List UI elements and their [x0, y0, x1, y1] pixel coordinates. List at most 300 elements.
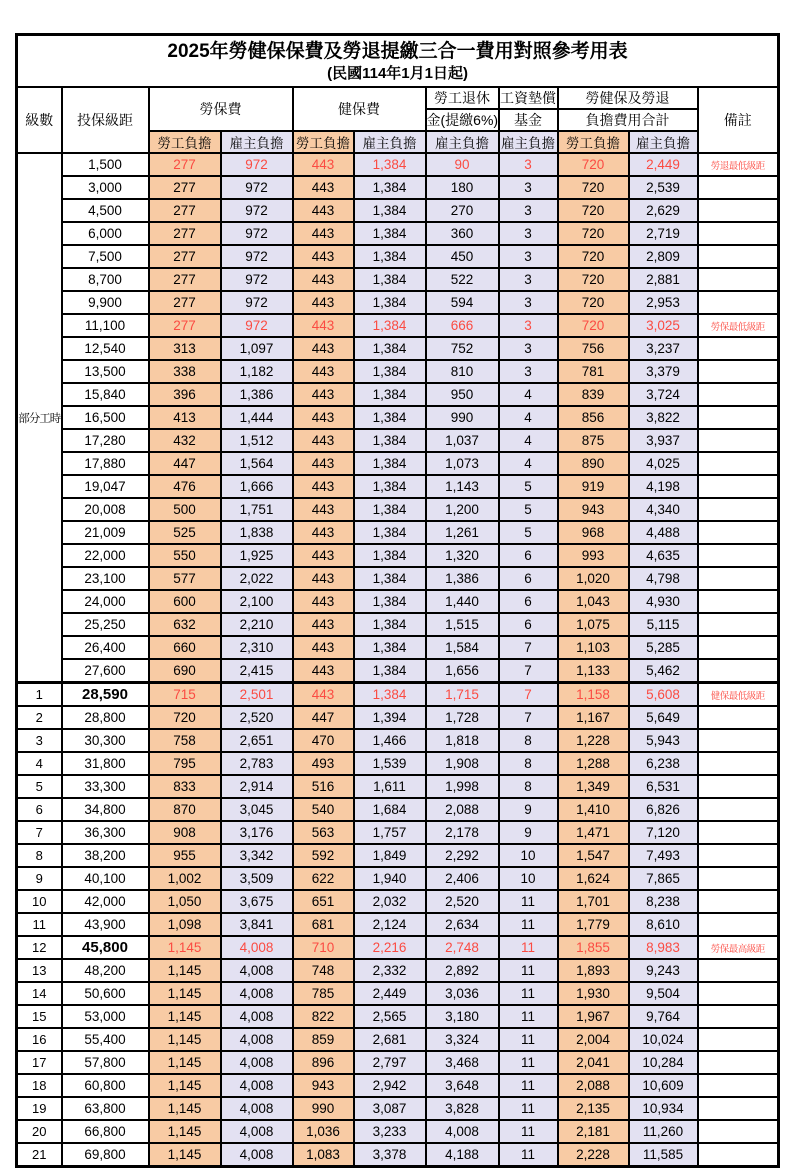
col-header-bracket: 投保級距 [62, 87, 149, 153]
level-cell: 19 [17, 1097, 62, 1120]
labor-worker-cell: 525 [149, 521, 221, 544]
pension-employer-cell: 2,292 [426, 844, 499, 867]
wage-fund-employer-cell: 3 [499, 268, 558, 291]
total-worker-cell: 1,288 [558, 752, 629, 775]
health-worker-cell: 622 [293, 867, 354, 890]
health-worker-cell: 443 [293, 521, 354, 544]
total-worker-cell: 1,779 [558, 913, 629, 936]
bracket-cell: 17,880 [62, 452, 149, 475]
pension-employer-cell: 450 [426, 245, 499, 268]
health-worker-cell: 443 [293, 683, 354, 707]
health-employer-cell: 1,384 [354, 268, 426, 291]
total-worker-cell: 720 [558, 245, 629, 268]
note-cell [698, 291, 779, 314]
health-employer-cell: 3,378 [354, 1143, 426, 1167]
labor-employer-cell: 972 [221, 199, 293, 222]
total-worker-cell: 1,930 [558, 982, 629, 1005]
pension-employer-cell: 2,634 [426, 913, 499, 936]
labor-worker-cell: 870 [149, 798, 221, 821]
part-time-cell: 部分工時 [17, 153, 62, 683]
labor-worker-cell: 1,145 [149, 1005, 221, 1028]
wage-fund-employer-cell: 4 [499, 406, 558, 429]
health-worker-cell: 822 [293, 1005, 354, 1028]
labor-worker-cell: 690 [149, 659, 221, 683]
wage-fund-employer-cell: 3 [499, 153, 558, 176]
bracket-cell: 36,300 [62, 821, 149, 844]
health-employer-cell: 3,233 [354, 1120, 426, 1143]
level-cell: 4 [17, 752, 62, 775]
labor-worker-cell: 1,145 [149, 1143, 221, 1167]
labor-employer-cell: 1,838 [221, 521, 293, 544]
pension-employer-cell: 522 [426, 268, 499, 291]
table-row [17, 1005, 779, 1028]
health-worker-cell: 443 [293, 383, 354, 406]
bracket-cell: 19,047 [62, 475, 149, 498]
subheader-health-employer: 雇主負擔 [354, 131, 426, 153]
health-employer-cell: 1,394 [354, 706, 426, 729]
pension-employer-cell: 1,656 [426, 659, 499, 683]
labor-worker-cell: 277 [149, 291, 221, 314]
labor-employer-cell: 3,342 [221, 844, 293, 867]
bracket-cell: 26,400 [62, 636, 149, 659]
table-row [17, 729, 779, 752]
total-employer-cell: 7,865 [629, 867, 698, 890]
total-employer-cell: 3,237 [629, 337, 698, 360]
wage-fund-employer-cell: 11 [499, 1143, 558, 1167]
health-worker-cell: 1,036 [293, 1120, 354, 1143]
labor-employer-cell: 972 [221, 153, 293, 176]
total-worker-cell: 2,135 [558, 1097, 629, 1120]
wage-fund-employer-cell: 6 [499, 567, 558, 590]
wage-fund-employer-cell: 3 [499, 245, 558, 268]
total-worker-cell: 720 [558, 153, 629, 176]
health-employer-cell: 2,565 [354, 1005, 426, 1028]
labor-employer-cell: 1,182 [221, 360, 293, 383]
total-worker-cell: 2,228 [558, 1143, 629, 1167]
health-worker-cell: 443 [293, 337, 354, 360]
level-cell: 11 [17, 913, 62, 936]
note-cell [698, 959, 779, 982]
total-employer-cell: 3,724 [629, 383, 698, 406]
labor-employer-cell: 2,415 [221, 659, 293, 683]
wage-fund-employer-cell: 4 [499, 452, 558, 475]
col-header-labor-insurance: 勞保費 [149, 87, 293, 131]
labor-worker-cell: 955 [149, 844, 221, 867]
total-worker-cell: 875 [558, 429, 629, 452]
total-employer-cell: 8,610 [629, 913, 698, 936]
health-worker-cell: 443 [293, 199, 354, 222]
bracket-cell: 16,500 [62, 406, 149, 429]
health-employer-cell: 2,449 [354, 982, 426, 1005]
total-worker-cell: 1,349 [558, 775, 629, 798]
table-row [17, 959, 779, 982]
health-worker-cell: 563 [293, 821, 354, 844]
subheader-pension-employer: 雇主負擔 [426, 131, 499, 153]
wage-fund-employer-cell: 11 [499, 1097, 558, 1120]
total-worker-cell: 720 [558, 291, 629, 314]
bracket-cell: 12,540 [62, 337, 149, 360]
premium-table [15, 33, 780, 1168]
note-cell [698, 844, 779, 867]
total-employer-cell: 4,635 [629, 544, 698, 567]
labor-worker-cell: 1,145 [149, 1028, 221, 1051]
pension-employer-cell: 1,584 [426, 636, 499, 659]
total-employer-cell: 9,243 [629, 959, 698, 982]
note-cell [698, 406, 779, 429]
health-worker-cell: 443 [293, 659, 354, 683]
total-employer-cell: 11,585 [629, 1143, 698, 1167]
labor-worker-cell: 550 [149, 544, 221, 567]
bracket-cell: 3,000 [62, 176, 149, 199]
table-row [17, 291, 779, 314]
pension-employer-cell: 1,715 [426, 683, 499, 707]
health-worker-cell: 443 [293, 176, 354, 199]
total-worker-cell: 943 [558, 498, 629, 521]
table-row [17, 406, 779, 429]
note-cell: 勞保最高級距 [698, 936, 779, 959]
table-row [17, 383, 779, 406]
labor-worker-cell: 1,145 [149, 959, 221, 982]
labor-worker-cell: 1,145 [149, 982, 221, 1005]
level-cell: 1 [17, 683, 62, 707]
note-cell [698, 199, 779, 222]
pension-employer-cell: 2,520 [426, 890, 499, 913]
table-row [17, 867, 779, 890]
total-worker-cell: 856 [558, 406, 629, 429]
total-employer-cell: 9,504 [629, 982, 698, 1005]
labor-worker-cell: 720 [149, 706, 221, 729]
col-header-total-line1: 勞健保及勞退 [558, 87, 698, 109]
labor-employer-cell: 4,008 [221, 1120, 293, 1143]
labor-employer-cell: 1,564 [221, 452, 293, 475]
health-worker-cell: 447 [293, 706, 354, 729]
health-employer-cell: 1,384 [354, 314, 426, 337]
total-worker-cell: 720 [558, 314, 629, 337]
bracket-cell: 11,100 [62, 314, 149, 337]
table-row [17, 199, 779, 222]
pension-employer-cell: 1,386 [426, 567, 499, 590]
labor-employer-cell: 2,501 [221, 683, 293, 707]
table-row [17, 775, 779, 798]
labor-worker-cell: 313 [149, 337, 221, 360]
health-worker-cell: 443 [293, 245, 354, 268]
pension-employer-cell: 1,320 [426, 544, 499, 567]
health-worker-cell: 592 [293, 844, 354, 867]
labor-worker-cell: 277 [149, 245, 221, 268]
health-worker-cell: 443 [293, 406, 354, 429]
total-employer-cell: 10,609 [629, 1074, 698, 1097]
bracket-cell: 24,000 [62, 590, 149, 613]
pension-employer-cell: 1,200 [426, 498, 499, 521]
wage-fund-employer-cell: 3 [499, 176, 558, 199]
health-worker-cell: 443 [293, 544, 354, 567]
pension-employer-cell: 752 [426, 337, 499, 360]
col-header-wage-fund-line1: 工資墊償 [499, 87, 558, 109]
bracket-cell: 69,800 [62, 1143, 149, 1167]
note-cell [698, 521, 779, 544]
level-cell: 21 [17, 1143, 62, 1167]
labor-worker-cell: 758 [149, 729, 221, 752]
total-employer-cell: 7,120 [629, 821, 698, 844]
total-employer-cell: 5,608 [629, 683, 698, 707]
wage-fund-employer-cell: 11 [499, 1120, 558, 1143]
table-row [17, 821, 779, 844]
table-row [17, 613, 779, 636]
table-row [17, 590, 779, 613]
labor-employer-cell: 1,097 [221, 337, 293, 360]
health-employer-cell: 1,539 [354, 752, 426, 775]
health-employer-cell: 1,466 [354, 729, 426, 752]
subheader-wage-fund-employer: 雇主負擔 [499, 131, 558, 153]
level-cell: 12 [17, 936, 62, 959]
level-cell: 18 [17, 1074, 62, 1097]
level-cell: 10 [17, 890, 62, 913]
total-employer-cell: 4,488 [629, 521, 698, 544]
wage-fund-employer-cell: 7 [499, 706, 558, 729]
page-title: 2025年勞健保保費及勞退提繳三合一費用對照參考用表 [167, 41, 628, 63]
total-employer-cell: 2,953 [629, 291, 698, 314]
note-cell: 健保最低級距 [698, 683, 779, 707]
pension-employer-cell: 666 [426, 314, 499, 337]
wage-fund-employer-cell: 3 [499, 199, 558, 222]
total-employer-cell: 4,340 [629, 498, 698, 521]
pension-employer-cell: 180 [426, 176, 499, 199]
total-employer-cell: 6,238 [629, 752, 698, 775]
table-row [17, 452, 779, 475]
table-row [17, 222, 779, 245]
labor-employer-cell: 1,751 [221, 498, 293, 521]
note-cell [698, 1005, 779, 1028]
health-worker-cell: 896 [293, 1051, 354, 1074]
health-employer-cell: 1,384 [354, 613, 426, 636]
labor-employer-cell: 4,008 [221, 1005, 293, 1028]
health-worker-cell: 443 [293, 590, 354, 613]
total-worker-cell: 1,228 [558, 729, 629, 752]
health-worker-cell: 443 [293, 268, 354, 291]
labor-worker-cell: 1,098 [149, 913, 221, 936]
bracket-cell: 28,800 [62, 706, 149, 729]
table-row [17, 268, 779, 291]
labor-worker-cell: 277 [149, 222, 221, 245]
wage-fund-employer-cell: 4 [499, 429, 558, 452]
labor-worker-cell: 577 [149, 567, 221, 590]
total-employer-cell: 5,462 [629, 659, 698, 683]
pension-employer-cell: 3,648 [426, 1074, 499, 1097]
title-block [17, 35, 779, 88]
wage-fund-employer-cell: 7 [499, 683, 558, 707]
total-worker-cell: 1,020 [558, 567, 629, 590]
labor-worker-cell: 1,145 [149, 1051, 221, 1074]
health-employer-cell: 1,384 [354, 360, 426, 383]
total-worker-cell: 1,701 [558, 890, 629, 913]
total-worker-cell: 890 [558, 452, 629, 475]
health-employer-cell: 1,384 [354, 544, 426, 567]
labor-employer-cell: 3,675 [221, 890, 293, 913]
subheader-total-worker: 勞工負擔 [558, 131, 629, 153]
health-worker-cell: 540 [293, 798, 354, 821]
total-employer-cell: 3,937 [629, 429, 698, 452]
labor-worker-cell: 1,145 [149, 1097, 221, 1120]
note-cell [698, 821, 779, 844]
health-worker-cell: 990 [293, 1097, 354, 1120]
health-employer-cell: 1,849 [354, 844, 426, 867]
labor-employer-cell: 2,651 [221, 729, 293, 752]
labor-employer-cell: 2,100 [221, 590, 293, 613]
note-cell [698, 1120, 779, 1143]
labor-employer-cell: 972 [221, 245, 293, 268]
col-header-pension-line2: 金(提繳6%) [426, 109, 499, 131]
total-worker-cell: 720 [558, 199, 629, 222]
bracket-cell: 27,600 [62, 659, 149, 683]
total-worker-cell: 919 [558, 475, 629, 498]
total-employer-cell: 5,649 [629, 706, 698, 729]
subheader-health-worker: 勞工負擔 [293, 131, 354, 153]
total-employer-cell: 7,493 [629, 844, 698, 867]
pension-employer-cell: 2,892 [426, 959, 499, 982]
note-cell [698, 337, 779, 360]
health-worker-cell: 443 [293, 222, 354, 245]
note-cell [698, 383, 779, 406]
health-worker-cell: 443 [293, 314, 354, 337]
total-worker-cell: 781 [558, 360, 629, 383]
bracket-cell: 38,200 [62, 844, 149, 867]
bracket-cell: 48,200 [62, 959, 149, 982]
labor-employer-cell: 2,783 [221, 752, 293, 775]
table-row [17, 706, 779, 729]
labor-employer-cell: 2,210 [221, 613, 293, 636]
pension-employer-cell: 4,188 [426, 1143, 499, 1167]
note-cell [698, 890, 779, 913]
wage-fund-employer-cell: 7 [499, 659, 558, 683]
level-cell: 16 [17, 1028, 62, 1051]
total-employer-cell: 6,531 [629, 775, 698, 798]
note-cell [698, 613, 779, 636]
labor-worker-cell: 600 [149, 590, 221, 613]
labor-worker-cell: 432 [149, 429, 221, 452]
wage-fund-employer-cell: 11 [499, 936, 558, 959]
level-cell: 15 [17, 1005, 62, 1028]
col-header-level: 級數 [17, 87, 62, 153]
total-worker-cell: 1,043 [558, 590, 629, 613]
total-employer-cell: 10,284 [629, 1051, 698, 1074]
note-cell [698, 1097, 779, 1120]
note-cell [698, 752, 779, 775]
bracket-cell: 25,250 [62, 613, 149, 636]
bracket-cell: 45,800 [62, 936, 149, 959]
health-employer-cell: 1,384 [354, 406, 426, 429]
labor-worker-cell: 1,145 [149, 1074, 221, 1097]
table-row [17, 982, 779, 1005]
bracket-cell: 33,300 [62, 775, 149, 798]
wage-fund-employer-cell: 10 [499, 844, 558, 867]
labor-worker-cell: 277 [149, 176, 221, 199]
total-worker-cell: 1,103 [558, 636, 629, 659]
total-employer-cell: 10,934 [629, 1097, 698, 1120]
note-cell [698, 636, 779, 659]
bracket-cell: 1,500 [62, 153, 149, 176]
health-employer-cell: 1,384 [354, 153, 426, 176]
bracket-cell: 21,009 [62, 521, 149, 544]
wage-fund-employer-cell: 11 [499, 1051, 558, 1074]
wage-fund-employer-cell: 5 [499, 498, 558, 521]
table-row [17, 429, 779, 452]
wage-fund-employer-cell: 11 [499, 890, 558, 913]
level-cell: 8 [17, 844, 62, 867]
labor-employer-cell: 1,386 [221, 383, 293, 406]
health-employer-cell: 1,384 [354, 590, 426, 613]
table-row [17, 521, 779, 544]
wage-fund-employer-cell: 7 [499, 636, 558, 659]
pension-employer-cell: 4,008 [426, 1120, 499, 1143]
labor-worker-cell: 447 [149, 452, 221, 475]
table-row [17, 567, 779, 590]
level-cell: 6 [17, 798, 62, 821]
health-employer-cell: 2,681 [354, 1028, 426, 1051]
note-cell [698, 867, 779, 890]
level-cell: 17 [17, 1051, 62, 1074]
labor-worker-cell: 338 [149, 360, 221, 383]
health-employer-cell: 1,384 [354, 337, 426, 360]
subheader-labor-employer: 雇主負擔 [221, 131, 293, 153]
health-employer-cell: 1,384 [354, 245, 426, 268]
table-row [17, 475, 779, 498]
note-cell [698, 775, 779, 798]
pension-employer-cell: 3,468 [426, 1051, 499, 1074]
health-worker-cell: 443 [293, 153, 354, 176]
table-row [17, 544, 779, 567]
table-row [17, 1120, 779, 1143]
col-header-wage-fund-line2: 基金 [499, 109, 558, 131]
bracket-cell: 6,000 [62, 222, 149, 245]
level-cell: 9 [17, 867, 62, 890]
pension-employer-cell: 1,440 [426, 590, 499, 613]
table-row [17, 498, 779, 521]
table-row [17, 752, 779, 775]
health-worker-cell: 443 [293, 475, 354, 498]
bracket-cell: 55,400 [62, 1028, 149, 1051]
total-employer-cell: 5,943 [629, 729, 698, 752]
total-employer-cell: 8,983 [629, 936, 698, 959]
table-row [17, 683, 779, 707]
note-cell [698, 982, 779, 1005]
bracket-cell: 60,800 [62, 1074, 149, 1097]
labor-employer-cell: 3,045 [221, 798, 293, 821]
level-cell: 7 [17, 821, 62, 844]
health-employer-cell: 2,332 [354, 959, 426, 982]
level-cell: 3 [17, 729, 62, 752]
health-employer-cell: 1,384 [354, 659, 426, 683]
labor-worker-cell: 833 [149, 775, 221, 798]
bracket-cell: 63,800 [62, 1097, 149, 1120]
note-cell [698, 567, 779, 590]
note-cell [698, 1143, 779, 1167]
total-employer-cell: 2,881 [629, 268, 698, 291]
health-worker-cell: 493 [293, 752, 354, 775]
table-row [17, 1097, 779, 1120]
labor-employer-cell: 3,841 [221, 913, 293, 936]
table-row [17, 936, 779, 959]
table-row [17, 913, 779, 936]
header-row-1 [17, 87, 779, 109]
bracket-cell: 43,900 [62, 913, 149, 936]
note-cell [698, 798, 779, 821]
total-worker-cell: 839 [558, 383, 629, 406]
total-worker-cell: 720 [558, 268, 629, 291]
note-cell [698, 1074, 779, 1097]
pension-employer-cell: 3,324 [426, 1028, 499, 1051]
total-worker-cell: 1,167 [558, 706, 629, 729]
level-cell: 20 [17, 1120, 62, 1143]
